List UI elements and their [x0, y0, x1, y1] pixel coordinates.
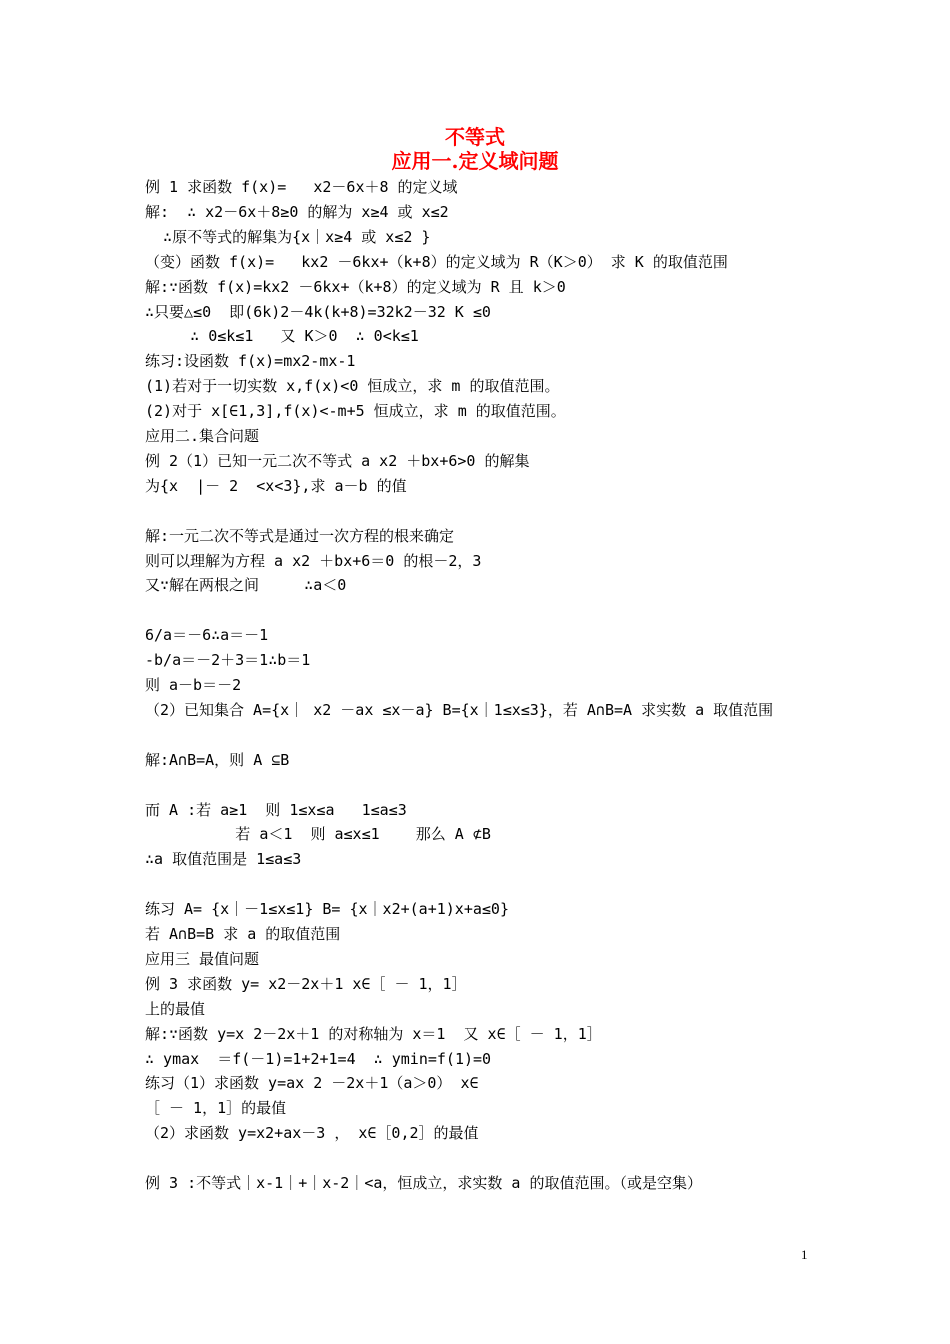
text-line: 若 A∩B=B 求 a 的取值范围 — [145, 925, 341, 943]
text-line: 解:一元二次不等式是通过一次方程的根来确定 — [145, 526, 455, 545]
text-line: （变）函数 f(x)= kx2 －6kx+（k+8）的定义域为 R（K＞0） 求 K 的取值范围 — [145, 252, 728, 271]
page-number: 1 — [801, 1247, 808, 1262]
text-line: 6/a＝－6∴a＝－1 — [145, 626, 269, 645]
text-line: 练习:设函数 f(x)=mx2-mx-1 — [145, 352, 356, 371]
text-line: 解:A∩B=A，则 A ⊆B — [145, 750, 290, 769]
text-line: 又∵解在两根之间 ∴a＜0 — [145, 576, 347, 595]
text-line: 解: ∴ x2－6x＋8≥0 的解为 x≥4 或 x≤2 — [145, 202, 449, 221]
text-line: 若 a＜1 则 a≤x≤1 那么 A ⊄B — [145, 825, 491, 844]
text-line: 上的最值 — [145, 999, 206, 1018]
text-line: 则 a－b＝－2 — [145, 676, 242, 694]
text-line: ∴a 取值范围是 1≤a≤3 — [145, 850, 302, 869]
text-line: （2）已知集合 A={x｜ x2 －ax ≤x－a} B={x｜1≤x≤3}，若 A∩B=A 求实数 a 取值范围 — [145, 700, 774, 719]
text-line: ∴ 0≤k≤1 又 K＞0 ∴ 0<k≤1 — [145, 327, 419, 346]
text-line: 而 A :若 a≥1 则 1≤x≤a 1≤a≤3 — [145, 800, 407, 819]
text-line: (1)若对于一切实数 x,f(x)<0 恒成立，求 m 的取值范围。 — [145, 377, 560, 396]
text-line: 应用二.集合问题 — [145, 427, 260, 445]
text-line: 例 3 求函数 y= x2－2x＋1 x∈［ － 1，1］ — [145, 974, 467, 993]
text-line: ∴原不等式的解集为{x｜x≥4 或 x≤2 } — [145, 227, 431, 246]
text-line: 解:∵函数 f(x)=kx2 －6kx+（k+8）的定义域为 R 且 k＞0 — [145, 277, 566, 296]
document-title: 不等式 — [445, 125, 505, 149]
text-line: （2）求函数 y=x2+ax－3 ， x∈［0,2］的最值 — [145, 1124, 479, 1143]
text-line: 练习（1）求函数 y=ax 2 －2x＋1（a＞0） x∈ — [145, 1074, 479, 1093]
text-line: ∴ ymax ＝f(－1)=1+2+1=4 ∴ ymin=f(1)=0 — [145, 1049, 492, 1068]
text-line: ∴只要△≤0 即(6k)2－4k(k+8)=32k2－32 K ≤0 — [145, 302, 491, 321]
text-line: 例 2（1）已知一元二次不等式 a x2 ＋bx+6>0 的解集 — [145, 451, 530, 470]
text-line: 则可以理解为方程 a x2 ＋bx+6＝0 的根－2，3 — [145, 551, 482, 570]
text-line: 为{x |－ 2 <x<3},求 a－b 的值 — [145, 476, 407, 495]
text-line: ［ － 1，1］的最值 — [145, 1099, 287, 1118]
text-line: -b/a＝－2＋3＝1∴b＝1 — [145, 651, 311, 670]
section-title: 应用一.定义域问题 — [391, 149, 559, 173]
text-line: 解:∵函数 y=x 2－2x＋1 的对称轴为 x＝1 又 x∈［ － 1，1］ — [145, 1024, 602, 1043]
text-line: 应用三 最值问题 — [145, 949, 260, 968]
text-line: (2)对于 x[∈1,3],f(x)<-m+5 恒成立，求 m 的取值范围。 — [145, 402, 566, 421]
text-line: 例 1 求函数 f(x)= x2－6x＋8 的定义域 — [145, 178, 458, 196]
text-line: 练习 A= {x｜－1≤x≤1} B= {x｜x2+(a+1)x+a≤0} — [145, 900, 509, 919]
text-line: 例 3 :不等式｜x-1｜+｜x-2｜<a，恒成立，求实数 a 的取值范围。（或是空集） — [145, 1174, 702, 1192]
